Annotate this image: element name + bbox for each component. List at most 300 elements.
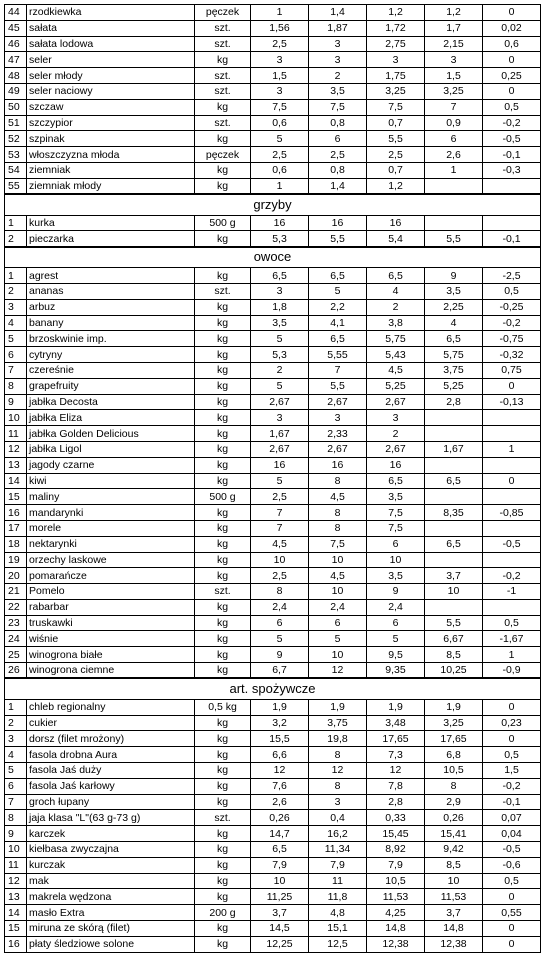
table-row (5, 178, 541, 194)
row-number: 9 (5, 826, 27, 842)
product-name: nektarynki (27, 536, 195, 552)
price-change: 1 (483, 647, 541, 663)
price-avg: 16 (367, 215, 425, 231)
price-change: -0,9 (483, 663, 541, 679)
price-change: -0,3 (483, 162, 541, 178)
price-avg: 6 (367, 615, 425, 631)
row-number: 55 (5, 178, 27, 194)
price-change (483, 520, 541, 536)
price-min: 1,9 (251, 699, 309, 715)
product-name: sałata lodowa (27, 36, 195, 52)
row-number: 10 (5, 842, 27, 858)
product-name: sałata (27, 20, 195, 36)
row-number: 24 (5, 631, 27, 647)
product-name: kiwi (27, 473, 195, 489)
unit: kg (195, 441, 251, 457)
product-name: seler naciowy (27, 83, 195, 99)
table-row (5, 473, 541, 489)
price-max: 3 (309, 36, 367, 52)
row-number: 14 (5, 473, 27, 489)
price-max: 2,5 (309, 147, 367, 163)
price-avg: 1,75 (367, 68, 425, 84)
table-row (5, 810, 541, 826)
price-previous: 8,35 (425, 505, 483, 521)
row-number: 12 (5, 873, 27, 889)
price-min: 12,25 (251, 936, 309, 952)
unit: 200 g (195, 905, 251, 921)
product-name: banany (27, 315, 195, 331)
table-row (5, 520, 541, 536)
price-previous (425, 599, 483, 615)
price-max: 10 (309, 552, 367, 568)
unit: pęczek (195, 147, 251, 163)
price-avg: 16 (367, 457, 425, 473)
price-max: 12 (309, 663, 367, 679)
product-name: groch łupany (27, 794, 195, 810)
price-table (4, 4, 541, 953)
table-row (5, 268, 541, 284)
unit: kg (195, 568, 251, 584)
unit: szt. (195, 36, 251, 52)
price-min: 6 (251, 615, 309, 631)
row-number: 2 (5, 231, 27, 247)
price-previous: 1,7 (425, 20, 483, 36)
unit: szt. (195, 68, 251, 84)
section-title: grzyby (5, 194, 541, 215)
table-row (5, 921, 541, 937)
row-number: 2 (5, 715, 27, 731)
product-name: kiełbasa zwyczajna (27, 842, 195, 858)
price-min: 7 (251, 505, 309, 521)
price-max: 2,33 (309, 426, 367, 442)
price-previous: 14,8 (425, 921, 483, 937)
price-avg: 0,7 (367, 115, 425, 131)
table-row (5, 83, 541, 99)
unit: kg (195, 52, 251, 68)
unit: kg (195, 426, 251, 442)
row-number: 11 (5, 857, 27, 873)
unit: kg (195, 842, 251, 858)
row-number: 7 (5, 362, 27, 378)
price-change: 0,5 (483, 747, 541, 763)
price-change: 0 (483, 52, 541, 68)
row-number: 44 (5, 5, 27, 21)
row-number: 19 (5, 552, 27, 568)
price-change: -0,2 (483, 568, 541, 584)
price-change: -0,75 (483, 331, 541, 347)
price-previous: 2,6 (425, 147, 483, 163)
price-min: 7,6 (251, 778, 309, 794)
price-max: 3 (309, 794, 367, 810)
price-max: 16,2 (309, 826, 367, 842)
row-number: 8 (5, 810, 27, 826)
price-change: 0 (483, 473, 541, 489)
price-previous: 8,5 (425, 647, 483, 663)
row-number: 3 (5, 299, 27, 315)
price-avg: 7,3 (367, 747, 425, 763)
price-change: -0,5 (483, 536, 541, 552)
product-name: maliny (27, 489, 195, 505)
product-name: szczaw (27, 99, 195, 115)
product-name: jabłka Decosta (27, 394, 195, 410)
price-min: 2,5 (251, 568, 309, 584)
price-avg: 1,9 (367, 699, 425, 715)
product-name: wiśnie (27, 631, 195, 647)
price-min: 1 (251, 5, 309, 21)
price-avg: 17,65 (367, 731, 425, 747)
price-previous: 2,25 (425, 299, 483, 315)
table-row (5, 147, 541, 163)
price-max: 1,87 (309, 20, 367, 36)
unit: kg (195, 873, 251, 889)
price-min: 2,4 (251, 599, 309, 615)
price-min: 6,6 (251, 747, 309, 763)
row-number: 3 (5, 731, 27, 747)
price-avg: 5,43 (367, 347, 425, 363)
row-number: 9 (5, 394, 27, 410)
row-number: 16 (5, 936, 27, 952)
unit: kg (195, 457, 251, 473)
price-min: 14,5 (251, 921, 309, 937)
price-avg: 2 (367, 299, 425, 315)
unit: kg (195, 410, 251, 426)
price-min: 3,2 (251, 715, 309, 731)
section-header-row (5, 247, 541, 268)
price-table-body (5, 5, 541, 953)
price-max: 6,5 (309, 331, 367, 347)
price-change: 0 (483, 731, 541, 747)
unit: kg (195, 378, 251, 394)
price-avg: 3,5 (367, 489, 425, 505)
price-avg: 5,25 (367, 378, 425, 394)
price-change: -0,2 (483, 115, 541, 131)
product-name: karczek (27, 826, 195, 842)
row-number: 25 (5, 647, 27, 663)
price-min: 3 (251, 83, 309, 99)
price-previous: 2,15 (425, 36, 483, 52)
price-max: 11,8 (309, 889, 367, 905)
price-change: 0,02 (483, 20, 541, 36)
row-number: 6 (5, 347, 27, 363)
price-previous: 10 (425, 584, 483, 600)
unit: kg (195, 615, 251, 631)
section-header-row (5, 678, 541, 699)
table-row (5, 99, 541, 115)
price-max: 8 (309, 473, 367, 489)
price-previous: 9,42 (425, 842, 483, 858)
price-avg: 5,75 (367, 331, 425, 347)
row-number: 16 (5, 505, 27, 521)
product-name: miruna ze skórą (filet) (27, 921, 195, 937)
product-name: Pomelo (27, 584, 195, 600)
price-min: 11,25 (251, 889, 309, 905)
price-previous: 0,9 (425, 115, 483, 131)
price-max: 3 (309, 52, 367, 68)
product-name: rzodkiewka (27, 5, 195, 21)
table-row (5, 631, 541, 647)
price-change: 0,23 (483, 715, 541, 731)
price-previous: 5,5 (425, 615, 483, 631)
table-row (5, 394, 541, 410)
price-previous (425, 520, 483, 536)
price-max: 0,4 (309, 810, 367, 826)
unit: kg (195, 663, 251, 679)
product-name: pomarańcze (27, 568, 195, 584)
row-number: 45 (5, 20, 27, 36)
unit: kg (195, 763, 251, 779)
unit: szt. (195, 810, 251, 826)
price-change: 0 (483, 889, 541, 905)
product-name: ziemniak młody (27, 178, 195, 194)
unit: kg (195, 826, 251, 842)
price-previous: 8,5 (425, 857, 483, 873)
product-name: dorsz (filet mrożony) (27, 731, 195, 747)
row-number: 21 (5, 584, 27, 600)
price-change: 1 (483, 441, 541, 457)
product-name: jaja klasa "L"(63 g-73 g) (27, 810, 195, 826)
price-change: -0,2 (483, 778, 541, 794)
price-previous: 8 (425, 778, 483, 794)
price-min: 5,3 (251, 347, 309, 363)
price-max: 12,5 (309, 936, 367, 952)
price-change: 0 (483, 936, 541, 952)
price-min: 5 (251, 631, 309, 647)
price-avg: 10,5 (367, 873, 425, 889)
price-previous: 7 (425, 99, 483, 115)
price-min: 5,3 (251, 231, 309, 247)
price-max: 6,5 (309, 268, 367, 284)
price-change: 0,25 (483, 68, 541, 84)
product-name: arbuz (27, 299, 195, 315)
price-max: 0,8 (309, 115, 367, 131)
table-row (5, 299, 541, 315)
unit: kg (195, 347, 251, 363)
price-max: 7,9 (309, 857, 367, 873)
price-max: 8 (309, 520, 367, 536)
row-number: 11 (5, 426, 27, 442)
price-previous (425, 552, 483, 568)
row-number: 20 (5, 568, 27, 584)
price-max: 11,34 (309, 842, 367, 858)
price-previous: 5,5 (425, 231, 483, 247)
price-change (483, 489, 541, 505)
price-max: 8 (309, 747, 367, 763)
price-change: -0,32 (483, 347, 541, 363)
price-change: 0,55 (483, 905, 541, 921)
price-previous: 5,75 (425, 347, 483, 363)
price-min: 7,5 (251, 99, 309, 115)
table-row (5, 378, 541, 394)
product-name: agrest (27, 268, 195, 284)
price-min: 2,5 (251, 489, 309, 505)
price-change: 0 (483, 378, 541, 394)
row-number: 6 (5, 778, 27, 794)
price-avg: 15,45 (367, 826, 425, 842)
unit: kg (195, 857, 251, 873)
price-avg: 9 (367, 584, 425, 600)
unit: kg (195, 936, 251, 952)
price-change (483, 410, 541, 426)
price-min: 1,5 (251, 68, 309, 84)
price-previous: 6,5 (425, 473, 483, 489)
row-number: 51 (5, 115, 27, 131)
table-row (5, 568, 541, 584)
price-previous: 5,25 (425, 378, 483, 394)
price-avg: 2,4 (367, 599, 425, 615)
table-row (5, 426, 541, 442)
price-previous (425, 457, 483, 473)
price-avg: 7,5 (367, 99, 425, 115)
price-change: -0,1 (483, 147, 541, 163)
price-change (483, 178, 541, 194)
row-number: 15 (5, 921, 27, 937)
row-number: 5 (5, 331, 27, 347)
table-row (5, 457, 541, 473)
price-min: 2,5 (251, 36, 309, 52)
price-max: 3,5 (309, 83, 367, 99)
product-name: szczypior (27, 115, 195, 131)
price-change: -0,25 (483, 299, 541, 315)
unit: kg (195, 715, 251, 731)
table-row (5, 115, 541, 131)
price-previous: 17,65 (425, 731, 483, 747)
product-name: jabłka Ligol (27, 441, 195, 457)
price-change: -0,85 (483, 505, 541, 521)
price-avg: 5,5 (367, 131, 425, 147)
price-change: 0,75 (483, 362, 541, 378)
table-row (5, 747, 541, 763)
price-max: 5,55 (309, 347, 367, 363)
price-change: 0,5 (483, 283, 541, 299)
product-name: kurczak (27, 857, 195, 873)
price-change: -0,2 (483, 315, 541, 331)
unit: kg (195, 921, 251, 937)
price-change: -1 (483, 584, 541, 600)
price-max: 4,8 (309, 905, 367, 921)
product-name: winogrona białe (27, 647, 195, 663)
price-previous (425, 489, 483, 505)
price-table-sheet (4, 4, 540, 953)
price-change: -0,5 (483, 842, 541, 858)
price-min: 6,7 (251, 663, 309, 679)
price-avg: 3,8 (367, 315, 425, 331)
price-previous: 6,5 (425, 536, 483, 552)
price-min: 10 (251, 552, 309, 568)
price-avg: 2,5 (367, 147, 425, 163)
price-avg: 7,8 (367, 778, 425, 794)
price-change: -2,5 (483, 268, 541, 284)
table-row (5, 552, 541, 568)
price-change (483, 426, 541, 442)
table-row (5, 215, 541, 231)
price-change (483, 215, 541, 231)
price-avg: 14,8 (367, 921, 425, 937)
price-previous (425, 410, 483, 426)
price-max: 1,9 (309, 699, 367, 715)
table-row (5, 763, 541, 779)
price-avg: 5 (367, 631, 425, 647)
price-min: 2,67 (251, 441, 309, 457)
price-avg: 4 (367, 283, 425, 299)
price-change: 0,5 (483, 99, 541, 115)
table-row (5, 794, 541, 810)
product-name: seler młody (27, 68, 195, 84)
unit: kg (195, 178, 251, 194)
price-previous: 2,9 (425, 794, 483, 810)
table-row (5, 842, 541, 858)
price-min: 1,56 (251, 20, 309, 36)
unit: kg (195, 536, 251, 552)
product-name: włoszczyzna młoda (27, 147, 195, 163)
table-row (5, 599, 541, 615)
row-number: 13 (5, 889, 27, 905)
unit: kg (195, 647, 251, 663)
product-name: truskawki (27, 615, 195, 631)
price-previous: 1,67 (425, 441, 483, 457)
product-name: makrela wędzona (27, 889, 195, 905)
unit: 500 g (195, 215, 251, 231)
table-row (5, 584, 541, 600)
price-avg: 6 (367, 536, 425, 552)
price-max: 4,5 (309, 489, 367, 505)
section-title: owoce (5, 247, 541, 268)
price-avg: 3,25 (367, 83, 425, 99)
price-avg: 7,5 (367, 520, 425, 536)
table-row (5, 826, 541, 842)
price-min: 7 (251, 520, 309, 536)
product-name: chleb regionalny (27, 699, 195, 715)
unit: kg (195, 599, 251, 615)
row-number: 15 (5, 489, 27, 505)
price-max: 5 (309, 631, 367, 647)
price-previous (425, 178, 483, 194)
price-avg: 10 (367, 552, 425, 568)
price-change: 0 (483, 83, 541, 99)
row-number: 46 (5, 36, 27, 52)
unit: kg (195, 778, 251, 794)
price-min: 2 (251, 362, 309, 378)
price-max: 10 (309, 584, 367, 600)
unit: kg (195, 731, 251, 747)
table-row (5, 315, 541, 331)
row-number: 4 (5, 315, 27, 331)
price-max: 2,2 (309, 299, 367, 315)
price-max: 6 (309, 131, 367, 147)
price-previous (425, 215, 483, 231)
price-change (483, 599, 541, 615)
price-previous: 3 (425, 52, 483, 68)
price-change: -0,6 (483, 857, 541, 873)
price-min: 9 (251, 647, 309, 663)
price-min: 3 (251, 283, 309, 299)
price-avg: 1,2 (367, 5, 425, 21)
product-name: czereśnie (27, 362, 195, 378)
row-number: 18 (5, 536, 27, 552)
price-change: -0,1 (483, 231, 541, 247)
price-min: 5 (251, 131, 309, 147)
product-name: morele (27, 520, 195, 536)
price-min: 6,5 (251, 268, 309, 284)
row-number: 47 (5, 52, 27, 68)
price-min: 8 (251, 584, 309, 600)
price-avg: 2,67 (367, 441, 425, 457)
unit: szt. (195, 283, 251, 299)
product-name: winogrona ciemne (27, 663, 195, 679)
price-previous: 12,38 (425, 936, 483, 952)
price-max: 2,4 (309, 599, 367, 615)
row-number: 1 (5, 268, 27, 284)
price-max: 6 (309, 615, 367, 631)
